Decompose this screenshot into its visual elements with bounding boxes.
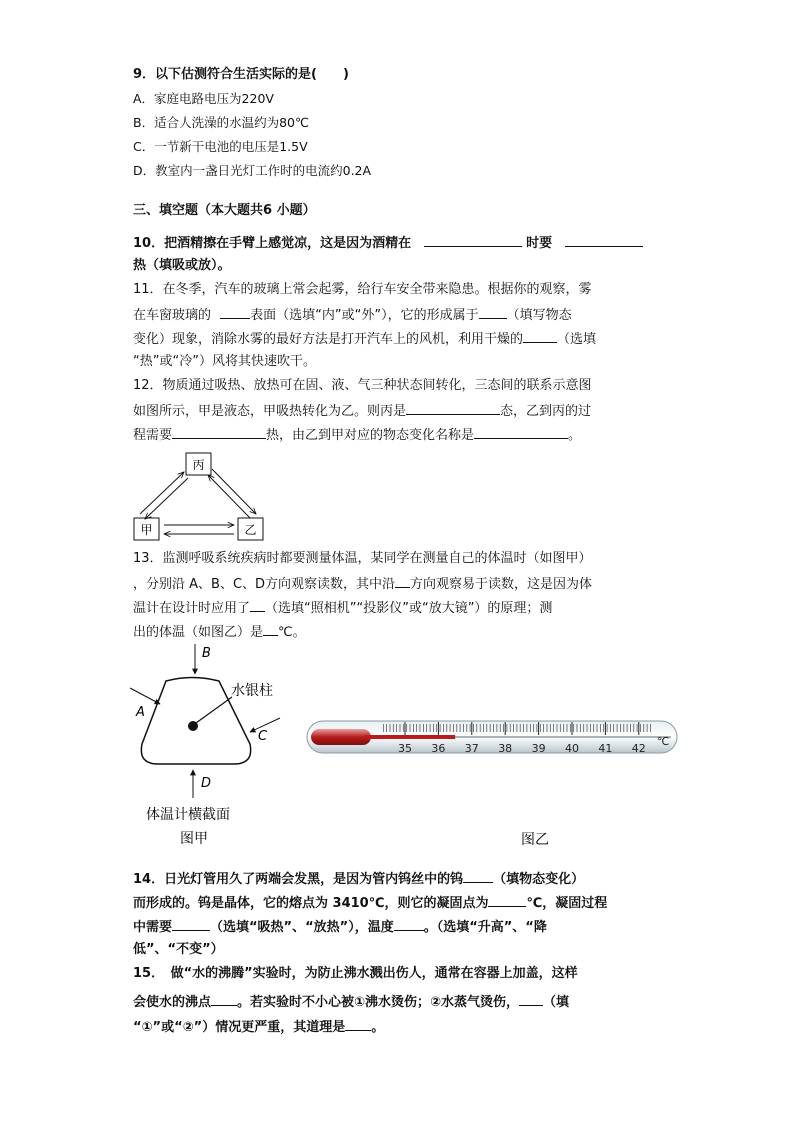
q12-blank-2[interactable]: [172, 425, 266, 439]
state-label-right: 乙: [244, 523, 257, 537]
state-label-left: 甲: [140, 523, 153, 537]
q12-line-2: [133, 401, 591, 421]
arrow-top-to-right: [212, 469, 256, 514]
state-transition-diagram: [128, 448, 278, 548]
q14-text-f: （选填“吸热”、“放热”），温度: [210, 920, 394, 935]
q13-text-d: （选填“照相机”“投影仪”或“放大镜”）的原理；测: [265, 601, 553, 616]
q15-line-2: [133, 992, 569, 1012]
state-label-top: 丙: [192, 458, 205, 472]
q11-line-4: “热”或“冷”）风将其快速吹干。: [133, 354, 316, 369]
q11-text-b: 表面（选填“内”或“外”），它的形成属于: [250, 308, 479, 323]
direction-a-arrow: [130, 688, 160, 704]
arrow-top-to-left: [145, 478, 188, 519]
q14-blank-2[interactable]: [488, 893, 526, 907]
scale-tick-label: 36: [431, 742, 446, 755]
q15-text-d: “①”或“②”）情况更严重，其道理是: [133, 1020, 346, 1035]
q9-stem: 9．以下估测符合生活实际的是( ): [133, 67, 349, 82]
scale-tick-label: 39: [531, 742, 546, 755]
q9-option-a: A．家庭电路电压为220V: [133, 91, 274, 106]
q11-text-a: 在车窗玻璃的: [133, 308, 212, 323]
q12-text-b: 态，乙到丙的过: [500, 404, 592, 419]
q13-blank-2[interactable]: [250, 598, 265, 612]
scale-tick-label: 38: [498, 742, 513, 755]
scale-tick-label: 35: [398, 742, 412, 755]
scale-tick-label: 41: [598, 742, 613, 755]
q15-blank-3[interactable]: [345, 1017, 371, 1031]
q9-option-b: B．适合人洗澡的水温约为80℃: [133, 115, 310, 130]
q15-text-c: （填: [543, 995, 570, 1010]
scale-tick-label: 37: [464, 742, 479, 755]
q14-blank-4[interactable]: [394, 917, 424, 931]
q14-line-2: [133, 893, 607, 913]
q11-blank-1[interactable]: [220, 305, 250, 319]
q13-text-f: ℃。: [278, 625, 306, 640]
q10-text-a: 10．把酒精擦在手臂上感觉凉，这是因为酒精在: [133, 236, 412, 251]
q11-blank-2[interactable]: [479, 305, 507, 319]
q12-text-d: 热，由乙到甲对应的物态变化名称是: [266, 428, 475, 443]
q12-line-3: [133, 425, 581, 445]
thermometer-bulb: [311, 729, 371, 745]
arrow-right-to-top: [208, 475, 250, 518]
q14-blank-3[interactable]: [172, 917, 210, 931]
q12-text-e: 。: [568, 428, 582, 443]
q13-blank-3[interactable]: [263, 622, 278, 636]
q14-text-c: 而形成的。钨是晶体，它的熔点为 3410℃，则它的凝固点为: [133, 896, 489, 911]
thermometer-unit-label: ℃: [657, 735, 670, 748]
cross-section-label: 体温计横截面: [146, 807, 230, 823]
q14-text-e: 中需要: [133, 920, 173, 935]
q13-blank-1[interactable]: [395, 574, 410, 588]
q12-text-c: 程需要: [133, 428, 173, 443]
q15-text-a: 会使水的沸点: [133, 995, 212, 1010]
q12-blank-1[interactable]: [406, 401, 500, 415]
q11-text-c: （填写物态: [506, 308, 572, 323]
q15-line-1: 15． 做“水的沸腾”实验时，为防止沸水溅出伤人，通常在容器上加盖，这样: [133, 966, 578, 981]
arrow-left-to-top: [140, 472, 184, 514]
figure-a-caption: 图甲: [180, 831, 208, 847]
q13-text-e: 出的体温（如图乙）是: [133, 625, 264, 640]
q14-blank-1[interactable]: [463, 869, 493, 883]
q13-line-2: [133, 574, 592, 594]
figure-b-caption: 图乙: [521, 832, 549, 848]
q13-text-b: 方向观察易于读数，这是因为体: [410, 577, 593, 592]
q10-blank-1[interactable]: [424, 233, 522, 247]
q14-text-d: ℃，凝固过程: [526, 896, 608, 911]
q15-line-3: [133, 1017, 384, 1037]
q13-line-1: 13．监测呼吸系统疾病时都要测量体温，某同学在测量自己的体温时（如图甲）: [133, 551, 592, 566]
q11-line-1: 11．在冬季，汽车的玻璃上常会起雾，给行车安全带来隐患。根据你的观察，雾: [133, 282, 592, 297]
mercury-column-label: 水银柱: [231, 683, 273, 699]
q10-text-b: 时要: [526, 236, 553, 251]
q12-line-1: 12．物质通过吸热、放热可在固、液、气三种状态间转化，三态间的联系示意图: [133, 378, 592, 393]
scale-tick-label: 42: [631, 742, 646, 755]
q11-blank-3[interactable]: [523, 329, 557, 343]
clinical-thermometer-figure: [305, 715, 685, 850]
section-title: 三、填空题（本大题共6 小题）: [133, 203, 316, 218]
q13-line-3: [133, 598, 552, 618]
q13-text-c: 温计在设计时应用了: [133, 601, 251, 616]
scale-tick-label: 40: [565, 742, 579, 755]
q10-blank-2[interactable]: [565, 233, 643, 247]
q13-text-a: ，分别沿 A、B、C、D方向观察读数，其中沿: [133, 577, 396, 592]
q10-line-2: 热（填吸或放）。: [133, 258, 231, 273]
q14-line-4: 低”、“不变”）: [133, 942, 224, 957]
thermometer-cross-section-figure: [128, 640, 298, 855]
q9-option-d: D．教室内一盏日光灯工作时的电流约0.2A: [133, 163, 372, 178]
direction-d-label: D: [201, 776, 212, 791]
q9-option-c: C．一节新干电池的电压是1.5V: [133, 139, 308, 154]
q12-blank-3[interactable]: [474, 425, 568, 439]
q14-text-a: 14．日光灯管用久了两端会发黑，是因为管内钨丝中的钨: [133, 872, 464, 887]
direction-c-label: C: [258, 729, 268, 744]
q11-line-2: [133, 305, 572, 325]
q15-text-e: 。: [371, 1020, 385, 1035]
q13-line-4: [133, 622, 306, 642]
q14-line-3: [133, 917, 547, 937]
q11-line-3: [133, 329, 596, 349]
direction-a-label: A: [136, 705, 145, 720]
q15-blank-2[interactable]: [519, 992, 543, 1006]
mercury-column: [365, 735, 455, 739]
q11-text-e: （选填: [557, 332, 597, 347]
direction-b-label: B: [202, 646, 211, 661]
q14-line-1: [133, 869, 584, 889]
q10-line-1: [133, 233, 643, 253]
q12-text-a: 如图所示，甲是液态，甲吸热转化为乙。则丙是: [133, 404, 407, 419]
q11-text-d: 变化）现象，消除水雾的最好方法是打开汽车上的风机，利用干燥的: [133, 332, 524, 347]
q14-text-g: 。（选填“升高”、“降: [423, 920, 547, 935]
q14-text-b: （填物态变化）: [493, 872, 585, 887]
q15-blank-1[interactable]: [211, 992, 237, 1006]
q15-text-b: 。若实验时不小心被①沸水烫伤；②水蒸气烫伤，: [237, 995, 520, 1010]
